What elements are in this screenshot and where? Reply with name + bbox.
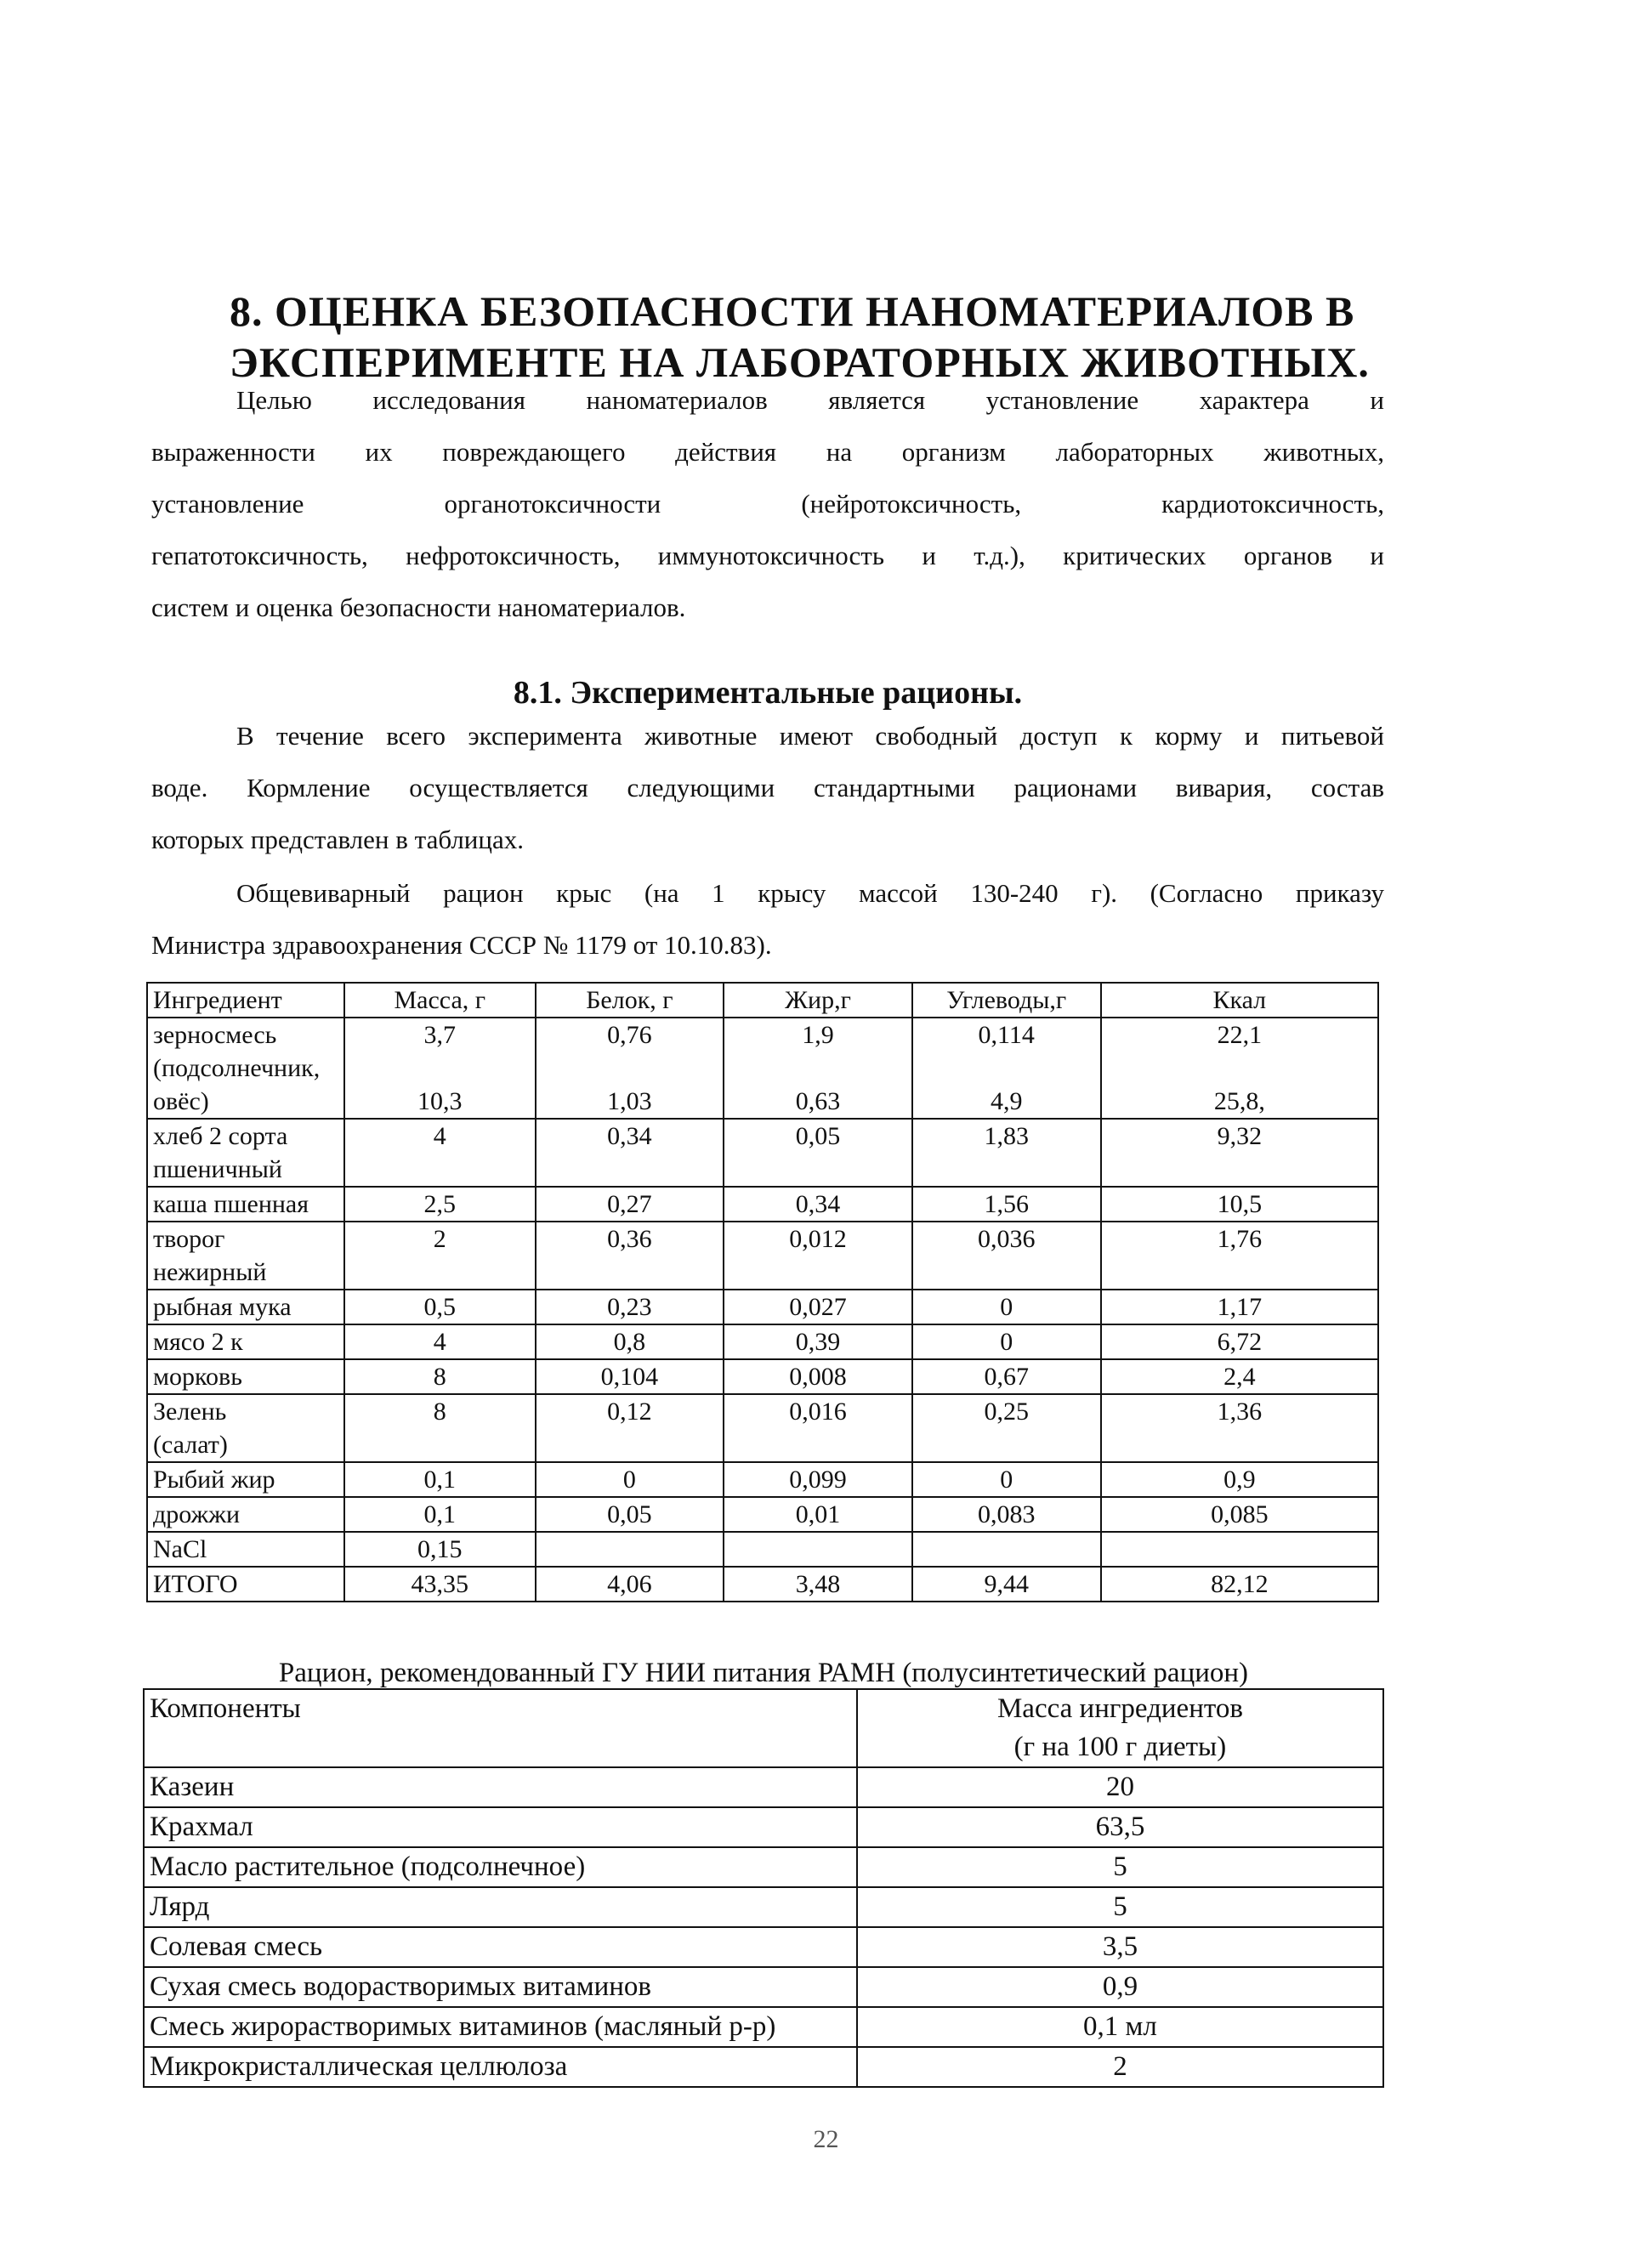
value-cell: 0,083 xyxy=(912,1497,1101,1532)
table-row xyxy=(144,1767,1383,1807)
intro-line: Целью исследования наноматериалов является установление характера и xyxy=(236,385,1384,415)
value-cell: 82,12 xyxy=(1101,1567,1378,1602)
value-cell: 0,23 xyxy=(536,1290,724,1324)
paragraph-line: В течение всего эксперимента животные имеют свободный доступ к корму и питьевой xyxy=(236,721,1384,751)
value-cell: 0,01 xyxy=(724,1497,912,1532)
ingredient-cell: рыбная мука xyxy=(147,1290,344,1324)
table-row xyxy=(147,1394,1378,1462)
table-header-row xyxy=(144,1689,1383,1767)
value-cell: 0 xyxy=(912,1324,1101,1359)
value-cell: 4 xyxy=(344,1119,536,1187)
value-cell: 9,44 xyxy=(912,1567,1101,1602)
value-cell: 3,7 10,3 xyxy=(344,1018,536,1119)
component-cell: Микрокристаллическая целлюлоза xyxy=(144,2047,857,2087)
value-cell: 0,9 xyxy=(1101,1462,1378,1497)
value-cell: 0,036 xyxy=(912,1222,1101,1290)
value-cell: 0,012 xyxy=(724,1222,912,1290)
value-cell: 0 xyxy=(912,1462,1101,1497)
section-paragraph-1 xyxy=(151,710,1384,865)
table-row xyxy=(147,1290,1378,1324)
section-paragraph-2 xyxy=(151,867,1384,971)
component-cell: Масло растительное (подсолнечное) xyxy=(144,1847,857,1887)
value-cell: 3,48 xyxy=(724,1567,912,1602)
value-cell: 4,06 xyxy=(536,1567,724,1602)
value-cell: 10,5 xyxy=(1101,1187,1378,1222)
table-row xyxy=(147,1497,1378,1532)
column-header: Жир,г xyxy=(724,983,912,1018)
rat-diet-table-header xyxy=(147,983,1378,1018)
mass-cell: 5 xyxy=(857,1887,1383,1927)
value-cell: 1,83 xyxy=(912,1119,1101,1187)
column-header: Белок, г xyxy=(536,983,724,1018)
paragraph-line: воде. Кормление осуществляется следующими стандартными рационами вивария, состав xyxy=(151,773,1384,802)
column-header: Ккал xyxy=(1101,983,1378,1018)
ingredient-cell: морковь xyxy=(147,1359,344,1394)
mass-cell: 0,9 xyxy=(857,1967,1383,2007)
table-row xyxy=(144,2047,1383,2087)
value-cell: 0,085 xyxy=(1101,1497,1378,1532)
intro-paragraph xyxy=(151,374,1384,633)
ingredient-cell: Зелень (салат) xyxy=(147,1394,344,1462)
ingredient-cell: ИТОГО xyxy=(147,1567,344,1602)
ingredient-cell: зерносмесь (подсолнечник, овёс) xyxy=(147,1018,344,1119)
value-cell: 1,17 xyxy=(1101,1290,1378,1324)
value-cell: 9,32 xyxy=(1101,1119,1378,1187)
value-cell xyxy=(536,1532,724,1567)
intro-line: установление органотоксичности (нейротоксичность, кардиотоксичность, xyxy=(151,489,1384,519)
ingredient-cell: каша пшенная xyxy=(147,1187,344,1222)
value-cell: 22,1 25,8, xyxy=(1101,1018,1378,1119)
component-cell: Казеин xyxy=(144,1767,857,1807)
table-row xyxy=(144,1927,1383,1967)
table-row xyxy=(147,1222,1378,1290)
component-cell: Солевая смесь xyxy=(144,1927,857,1967)
chapter-heading-line-2: ЭКСПЕРИМЕНТЕ НА ЛАБОРАТОРНЫХ ЖИВОТНЫХ. xyxy=(230,338,1370,386)
mass-cell: 3,5 xyxy=(857,1927,1383,1967)
ingredient-cell: творог нежирный xyxy=(147,1222,344,1290)
value-cell: 6,72 xyxy=(1101,1324,1378,1359)
ingredient-cell: дрожжи xyxy=(147,1497,344,1532)
table-row xyxy=(144,2007,1383,2047)
value-cell: 1,76 xyxy=(1101,1222,1378,1290)
table-row xyxy=(144,1807,1383,1847)
value-cell: 0,05 xyxy=(724,1119,912,1187)
ingredient-cell: хлеб 2 сорта пшеничный xyxy=(147,1119,344,1187)
mass-cell: 5 xyxy=(857,1847,1383,1887)
semisynthetic-diet-table-body xyxy=(144,1767,1383,2087)
rat-diet-table xyxy=(146,982,1379,1602)
value-cell: 43,35 xyxy=(344,1567,536,1602)
table-row xyxy=(147,1359,1378,1394)
table-row xyxy=(147,1324,1378,1359)
value-cell: 0,027 xyxy=(724,1290,912,1324)
component-cell: Сухая смесь водорастворимых витаминов xyxy=(144,1967,857,2007)
value-cell: 0,8 xyxy=(536,1324,724,1359)
value-cell: 1,9 0,63 xyxy=(724,1018,912,1119)
value-cell: 0,34 xyxy=(724,1187,912,1222)
intro-line: гепатотоксичность, нефротоксичность, иммунотоксичность и т.д.), критических органов и xyxy=(151,541,1384,570)
value-cell: 8 xyxy=(344,1359,536,1394)
value-cell: 2,5 xyxy=(344,1187,536,1222)
table-row xyxy=(144,1887,1383,1927)
value-cell: 0,05 xyxy=(536,1497,724,1532)
column-header: Углеводы,г xyxy=(912,983,1101,1018)
component-cell: Крахмал xyxy=(144,1807,857,1847)
value-cell: 4 xyxy=(344,1324,536,1359)
value-cell: 0,67 xyxy=(912,1359,1101,1394)
value-cell: 0,099 xyxy=(724,1462,912,1497)
table-row xyxy=(147,1462,1378,1497)
mass-cell: 2 xyxy=(857,2047,1383,2087)
table-row xyxy=(147,1532,1378,1567)
ingredient-cell: Рыбий жир xyxy=(147,1462,344,1497)
table-row xyxy=(147,1119,1378,1187)
component-cell: Смесь жирорастворимых витаминов (масляный р-р) xyxy=(144,2007,857,2047)
paragraph-line: Министра здравоохранения СССР № 1179 от 10.10.83). xyxy=(151,930,772,960)
page-number: 22 xyxy=(813,2125,839,2153)
value-cell: 0,15 xyxy=(344,1532,536,1567)
value-cell xyxy=(1101,1532,1378,1567)
ingredient-cell: мясо 2 к xyxy=(147,1324,344,1359)
value-cell: 0,36 xyxy=(536,1222,724,1290)
value-cell: 0 xyxy=(912,1290,1101,1324)
chapter-heading-line-1: 8. ОЦЕНКА БЕЗОПАСНОСТИ НАНОМАТЕРИАЛОВ В xyxy=(230,287,1355,335)
component-cell: Лярд xyxy=(144,1887,857,1927)
section-title: 8.1. Экспериментальные рационы. xyxy=(513,675,1023,711)
value-cell: 0,34 xyxy=(536,1119,724,1187)
column-header: Масса ингредиентов (г на 100 г диеты) xyxy=(857,1689,1383,1767)
semisynthetic-diet-table xyxy=(143,1688,1384,2088)
table-row xyxy=(147,1567,1378,1602)
mass-cell: 0,1 мл xyxy=(857,2007,1383,2047)
mass-cell: 20 xyxy=(857,1767,1383,1807)
column-header: Компоненты xyxy=(144,1689,857,1767)
value-cell: 0,12 xyxy=(536,1394,724,1462)
value-cell: 0 xyxy=(536,1462,724,1497)
mass-cell: 63,5 xyxy=(857,1807,1383,1847)
value-cell: 0,1 xyxy=(344,1497,536,1532)
ingredient-cell: NaCl xyxy=(147,1532,344,1567)
value-cell xyxy=(912,1532,1101,1567)
table-row xyxy=(147,1018,1378,1119)
rat-diet-table-body xyxy=(147,1018,1378,1602)
paragraph-line: Общевиварный рацион крыс (на 1 крысу массой 130-240 г). (Согласно приказу xyxy=(236,878,1384,908)
value-cell: 0,76 1,03 xyxy=(536,1018,724,1119)
value-cell: 1,36 xyxy=(1101,1394,1378,1462)
value-cell: 0,25 xyxy=(912,1394,1101,1462)
value-cell: 0,27 xyxy=(536,1187,724,1222)
value-cell: 0,5 xyxy=(344,1290,536,1324)
column-header: Ингредиент xyxy=(147,983,344,1018)
diet-table-2-caption: Рацион, рекомендованный ГУ НИИ питания РАМН (полусинтетический рацион) xyxy=(278,1658,1249,1688)
value-cell xyxy=(724,1532,912,1567)
intro-line: систем и оценка безопасности наноматериалов. xyxy=(151,593,686,622)
table-row xyxy=(144,1967,1383,2007)
value-cell: 0,016 xyxy=(724,1394,912,1462)
table-row xyxy=(144,1847,1383,1887)
intro-line: выраженности их повреждающего действия на организм лабораторных животных, xyxy=(151,437,1384,467)
value-cell: 0,114 4,9 xyxy=(912,1018,1101,1119)
value-cell: 1,56 xyxy=(912,1187,1101,1222)
value-cell: 0,008 xyxy=(724,1359,912,1394)
table-header-row xyxy=(147,983,1378,1018)
table-row xyxy=(147,1187,1378,1222)
value-cell: 2 xyxy=(344,1222,536,1290)
column-header: Масса, г xyxy=(344,983,536,1018)
value-cell: 2,4 xyxy=(1101,1359,1378,1394)
value-cell: 0,39 xyxy=(724,1324,912,1359)
value-cell: 8 xyxy=(344,1394,536,1462)
value-cell: 0,104 xyxy=(536,1359,724,1394)
semisynthetic-diet-table-header xyxy=(144,1689,1383,1767)
paragraph-line: которых представлен в таблицах. xyxy=(151,825,524,854)
value-cell: 0,1 xyxy=(344,1462,536,1497)
